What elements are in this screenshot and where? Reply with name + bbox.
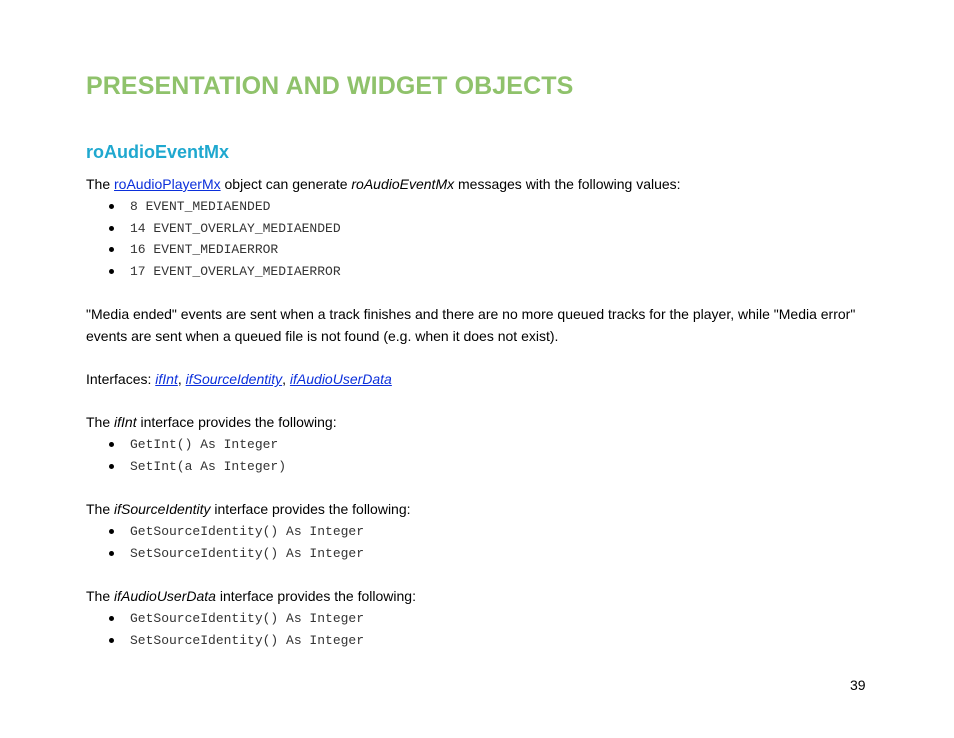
method-signature: GetSourceIdentity() As Integer [130, 611, 365, 626]
list-item [86, 608, 364, 630]
heading-prefix: The [86, 414, 115, 430]
interface-name: ifSourceIdentity [114, 501, 211, 517]
bullet-icon [109, 442, 114, 447]
intro-paragraph [86, 173, 681, 195]
heading-prefix: The [86, 501, 115, 517]
method-signature: SetSourceIdentity() As Integer [130, 632, 365, 648]
ifint-methods-list [86, 434, 286, 477]
bullet-icon [109, 204, 114, 209]
roaudioplayermx-link[interactable]: roAudioPlayerMx [114, 176, 221, 192]
interface-name: ifInt [114, 414, 137, 430]
bullet-icon [109, 529, 114, 534]
method-signature: SetInt(a As Integer) [130, 458, 287, 474]
ifaudiouserdata-heading [86, 585, 416, 607]
ifint-heading [86, 411, 337, 433]
event-value: 16 EVENT_MEDIAERROR [130, 242, 279, 258]
list-item [86, 630, 364, 652]
page-number: 39 [850, 677, 866, 693]
list-item [86, 434, 286, 456]
description-paragraph: "Media ended" events are sent when a track finishes and there are no more queued tracks for the player, while "Media error" events are sent when a queued file is not found (e.g. when it does not exist). [86, 306, 856, 344]
list-item [86, 261, 341, 283]
bullet-icon [109, 247, 114, 252]
ifaudiouserdata-methods-list [86, 608, 364, 651]
heading-suffix: interface provides the following: [210, 501, 411, 517]
method-signature: GetSourceIdentity() As Integer [130, 524, 365, 539]
method-signature: GetInt() As Integer [130, 437, 279, 452]
bullet-icon [109, 638, 114, 643]
event-values-list [86, 196, 341, 283]
intro-suffix: messages with the following values: [454, 176, 681, 192]
ifsourceidentity-link[interactable]: ifSourceIdentity [185, 371, 283, 387]
ifsourceidentity-heading [86, 498, 411, 520]
bullet-icon [109, 464, 114, 469]
heading-prefix: The [86, 588, 115, 604]
separator: , [282, 371, 290, 387]
list-item [86, 521, 364, 543]
intro-emphasis: roAudioEventMx [351, 176, 455, 192]
interface-name: ifAudioUserData [114, 588, 216, 604]
heading-suffix: interface provides the following: [136, 414, 337, 430]
interfaces-label: Interfaces: [86, 371, 156, 387]
ifint-link[interactable]: ifInt [155, 371, 178, 387]
ifsourceidentity-methods-list [86, 521, 364, 564]
bullet-icon [109, 551, 114, 556]
separator: , [177, 371, 186, 387]
list-item [86, 196, 341, 218]
section-title: PRESENTATION AND WIDGET OBJECTS [86, 72, 574, 100]
bullet-icon [109, 269, 114, 274]
bullet-icon [109, 616, 114, 621]
object-title: roAudioEventMx [86, 142, 230, 162]
bullet-icon [109, 226, 114, 231]
list-item [86, 218, 341, 240]
list-item [86, 543, 364, 565]
list-item [86, 239, 341, 261]
intro-prefix: The [86, 176, 115, 192]
intro-middle: object can generate [220, 176, 352, 192]
ifaudiouserdata-link[interactable]: ifAudioUserData [289, 371, 392, 387]
event-value: 14 EVENT_OVERLAY_MEDIAENDED [130, 220, 341, 236]
heading-suffix: interface provides the following: [215, 588, 416, 604]
method-signature: SetSourceIdentity() As Integer [130, 545, 365, 561]
list-item [86, 456, 286, 478]
event-value: 17 EVENT_OVERLAY_MEDIAERROR [130, 264, 341, 280]
event-value: 8 EVENT_MEDIAENDED [130, 199, 271, 214]
interfaces-line [86, 368, 392, 390]
